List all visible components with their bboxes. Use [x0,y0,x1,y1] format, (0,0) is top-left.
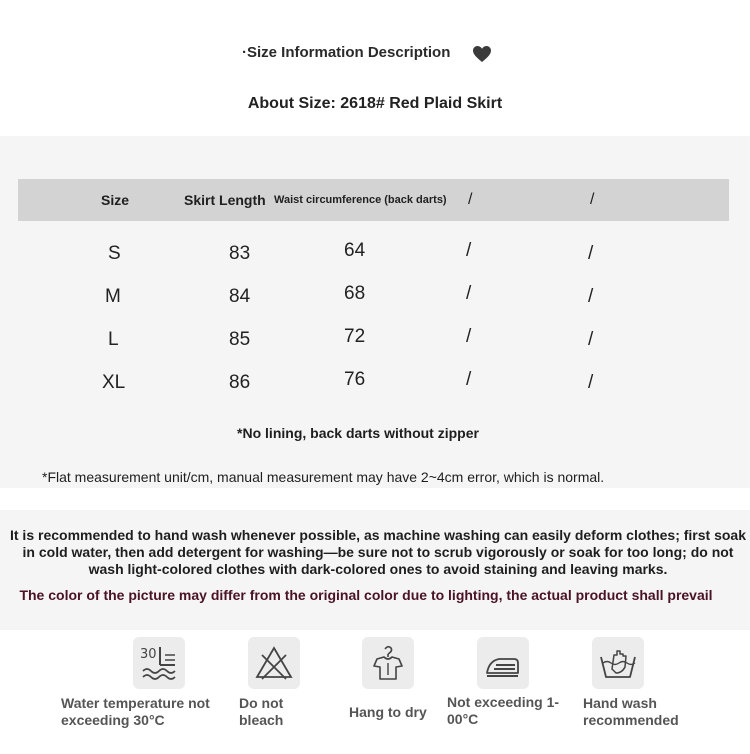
table-cell-size: M [105,286,121,307]
table-cell-col5: / [588,329,594,350]
care-text: It is recommended to hand wash whenever possible, as machine washing can easily deform clothes; first soak in cold water, then add detergent for washing—be sure not to scrub vigorously or soak for too long; do not wash light-colored clothes with dark-colored ones to avoid staining and leaving marks. [9,527,746,577]
color-disclaimer: The color of the picture may differ from the original color due to lighting, the actual product shall prevail [19,587,713,603]
heart-icon [472,44,492,64]
lining-note: *No lining, back darts without zipper [237,425,479,441]
hand-wash-label: Hand wash recommended [583,695,679,728]
table-cell-waist: 64 [344,240,366,261]
table-cell-waist: 68 [344,283,366,304]
wash-30-label: Water temperature not exceeding 30°C [61,695,210,728]
measurement-note: *Flat measurement unit/cm, manual measurement may have 2~4cm error, which is normal. [42,469,605,485]
header-skirt-length: Skirt Length [184,192,266,208]
table-cell-col4: / [466,369,472,390]
header-col5: / [590,191,595,208]
iron-label: Not exceeding 1-00°C [447,694,560,727]
header-col4: / [468,191,473,208]
table-cell-length: 85 [229,329,251,350]
table-cell-size: L [108,329,119,350]
table-cell-waist: 72 [344,326,366,347]
wash-30-icon [133,637,185,689]
no-bleach-label: Do not bleach [239,695,284,728]
table-cell-col5: / [588,372,594,393]
table-cell-col4: / [466,326,472,347]
table-cell-waist: 76 [344,369,366,390]
table-cell-size: S [108,243,121,264]
table-cell-col5: / [588,243,594,264]
table-cell-length: 86 [229,372,251,393]
page-title: ·Size Information Description [242,44,451,61]
table-cell-size: XL [102,372,126,393]
table-cell-col4: / [466,240,472,261]
size-table [0,136,750,488]
table-cell-col4: / [466,283,472,304]
size-info-title-row [0,44,750,66]
table-cell-col5: / [588,286,594,307]
header-size: Size [101,192,130,208]
iron-icon [477,637,529,689]
svg-text:30: 30 [140,647,157,662]
hang-dry-label: Hang to dry [349,704,427,720]
hand-wash-icon [592,637,644,689]
product-subtitle: About Size: 2618# Red Plaid Skirt [247,95,503,112]
table-header [18,179,729,221]
care-instructions [0,510,750,630]
hang-dry-icon [362,637,414,689]
header-waist: Waist circumference (back darts) [274,194,447,206]
table-cell-length: 84 [229,286,251,307]
no-bleach-icon [248,637,300,689]
table-cell-length: 83 [229,243,251,264]
